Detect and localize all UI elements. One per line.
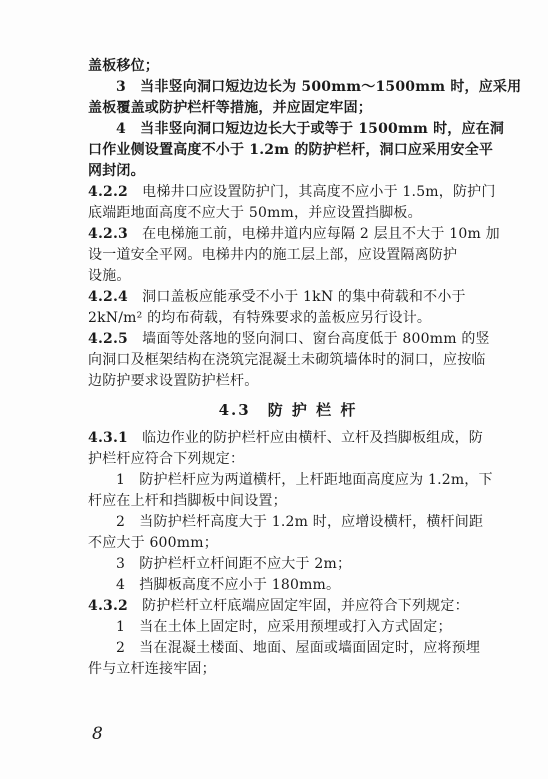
line-text: 3 防护栏杆立杆间距不应大于 2m； [116, 556, 352, 572]
text-line [88, 182, 496, 203]
line-text: 盖板覆盖或防护栏杆等措施，并应固定牢固； [88, 100, 372, 116]
line-text: 电梯井口应设置防护门，其高度不应小于 1.5m，防护门 [127, 184, 496, 200]
line-text: 墙面等处落地的竖向洞口、窗台高度低于 800mm 的竖 [127, 331, 490, 347]
line-text: 件与立杆连接牢固； [88, 661, 216, 677]
text-line [88, 350, 488, 371]
line-text: 临边作业的防护栏杆应由横杆、立杆及挡脚板组成，防 [127, 430, 483, 446]
clause-number: 4.2.5 [88, 331, 128, 347]
text-line [88, 98, 488, 119]
line-text: 4 挡脚板高度不应小于 180mm。 [116, 577, 341, 593]
text-line [88, 617, 488, 638]
line-text: 盖板移位； [88, 58, 159, 74]
line-text: 边防护要求设置防护栏杆。 [88, 373, 259, 389]
line-text: 口作业侧设置高度不小于 1.2m 的防护栏杆，洞口应采用安全平 [88, 142, 494, 158]
clause-number: 4.2.2 [88, 184, 128, 200]
text-line [88, 554, 488, 575]
clause-number: 4.2.4 [88, 289, 128, 305]
line-text: 2kN/m² 的均布荷载，有特殊要求的盖板应另行设计。 [88, 310, 432, 326]
text-line [88, 140, 494, 161]
text-line [88, 203, 488, 224]
text-line [88, 119, 505, 140]
line-text: 不应大于 600mm； [88, 535, 218, 551]
text-line [88, 287, 488, 308]
text-line [88, 449, 488, 470]
line-text: 4 当非竖向洞口短边边长大于或等于 1500mm 时，应在洞 [116, 121, 505, 137]
text-line [88, 533, 488, 554]
text-line [88, 161, 488, 182]
line-text: 网封闭。 [88, 163, 145, 179]
text-line [88, 512, 488, 533]
text-line [88, 470, 493, 491]
text-line [88, 491, 488, 512]
text-line [88, 659, 488, 680]
line-text: 设施。 [88, 268, 131, 284]
line-text: 在电梯施工前，电梯井道内应每隔 2 层且不大于 10m 加 [127, 226, 500, 242]
text-line [88, 329, 488, 350]
text-line [88, 224, 500, 245]
line-text: 2 当在混凝土楼面、地面、屋面或墙面固定时，应将预埋 [116, 640, 481, 656]
text-line [88, 245, 488, 266]
clause-number: 4.3.1 [88, 430, 128, 446]
line-text: 护栏杆应符合下列规定： [88, 451, 245, 467]
line-text: 2 当防护栏杆高度大于 1.2m 时，应增设横杆，横杆间距 [116, 514, 484, 530]
document-body [88, 56, 522, 680]
text-line [88, 266, 488, 287]
text-line [88, 638, 488, 659]
section-heading: 4.3 防 护 栏 杆 [218, 401, 358, 419]
line-text: 向洞口及框架结构在浇筑完混凝土未砌筑墙体时的洞口，应按临 [88, 352, 486, 368]
line-text: 1 防护栏杆应为两道横杆，上杆距地面高度应为 1.2m，下 [116, 472, 493, 488]
clause-number: 4.2.3 [88, 226, 128, 242]
line-text: 设一道安全平网。电梯井内的施工层上部，应设置隔离防护 [88, 247, 458, 263]
clause-number: 4.3.2 [88, 598, 128, 614]
line-text: 底端距地面高度不应大于 50mm，并应设置挡脚板。 [88, 205, 422, 221]
line-text: 杆应在上杆和挡脚板中间设置； [88, 493, 287, 509]
text-line [88, 596, 488, 617]
text-line [88, 428, 488, 449]
text-line [88, 371, 488, 392]
text-line [88, 575, 488, 596]
line-text: 3 当非竖向洞口短边边长为 500mm～1500mm 时，应采用 [116, 79, 522, 95]
line-text: 洞口盖板应能承受不小于 1kN 的集中荷载和不小于 [127, 289, 466, 305]
line-text: 1 当在土体上固定时，应采用预埋或打入方式固定； [116, 619, 452, 635]
line-text: 防护栏杆立杆底端应固定牢固，并应符合下列规定： [127, 598, 469, 614]
text-line [88, 56, 488, 77]
text-line [88, 77, 522, 98]
page-number: 8 [92, 724, 103, 744]
text-line [88, 308, 488, 329]
